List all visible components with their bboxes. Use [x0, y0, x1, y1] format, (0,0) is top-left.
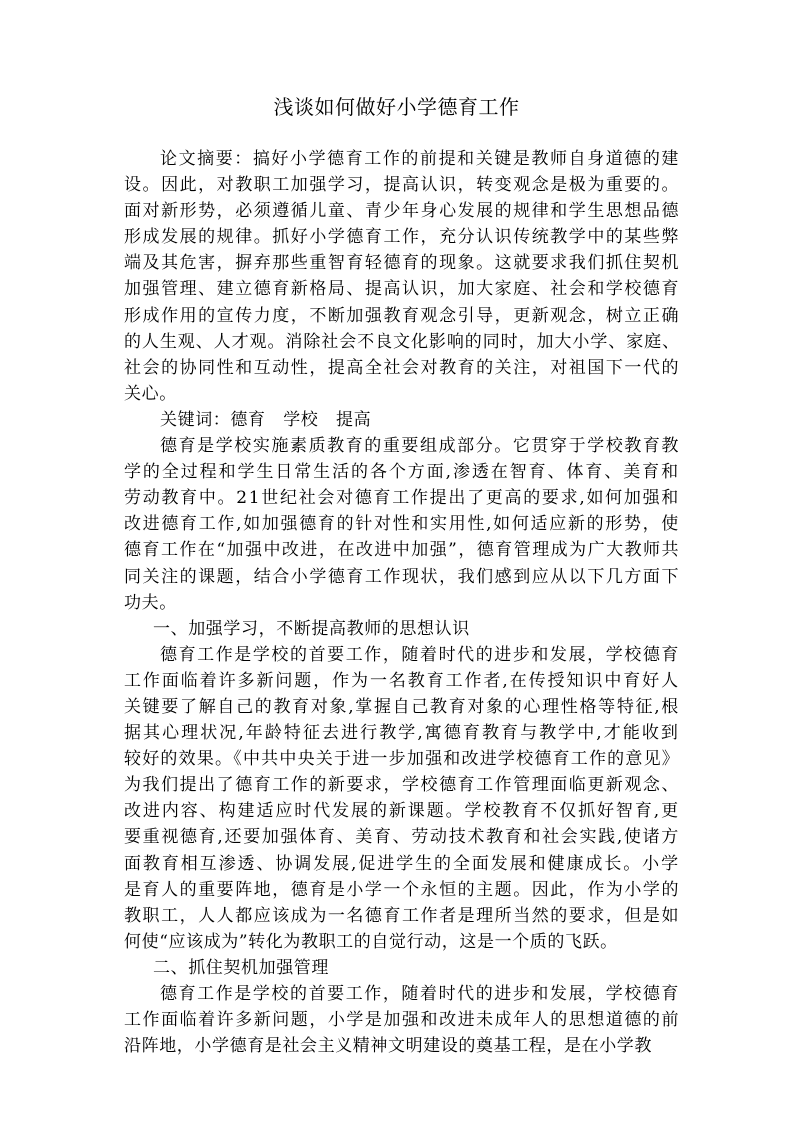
- text-line: 社会的协同性和互动性，提高全社会对教育的关注，对祖国下一代的: [124, 357, 680, 378]
- text-line: 端及其危害，摒弃那些重智育轻德育的现象。这就要求我们抓住契机: [124, 253, 680, 274]
- text-line: 功夫。: [124, 592, 177, 613]
- text-line: 沿阵地，小学德育是社会主义精神文明建设的奠基工程，是在小学教: [124, 1036, 652, 1057]
- text-line: 同关注的课题，结合小学德育工作现状，我们感到应从以下几方面下: [124, 566, 680, 587]
- text-line: 教职工，人人都应该成为一名德育工作者是理所当然的要求，但是如: [124, 905, 680, 926]
- text-line: 面教育相互渗透、协调发展,促进学生的全面发展和健康成长。小学: [124, 853, 680, 874]
- document-body: [124, 146, 680, 1059]
- text-line: 关键要了解自己的教育对象,掌握自己教育对象的心理性格等特征,根: [124, 696, 680, 717]
- text-line: 论文摘要：搞好小学德育工作的前提和关键是教师自身道德的建: [160, 149, 680, 169]
- text-line: 何使“应该成为”转化为教职工的自觉行动，这是一个质的飞跃。: [124, 931, 618, 952]
- text-line: 德育工作在“加强中改进，在改进中加强”，德育管理成为广大教师共: [124, 540, 680, 561]
- text-line: 德育是学校实施素质教育的重要组成部分。它贯穿于学校教育教: [160, 436, 680, 457]
- text-line: 较好的效果。《中共中央关于进一步加强和改进学校德育工作的意见》: [124, 749, 680, 770]
- text-line: 据其心理状况,年龄特征去进行教学,寓德育教育与教学中,才能收到: [124, 723, 680, 744]
- text-line: 一、加强学习，不断提高教师的思想认识: [153, 618, 470, 639]
- text-line: 形成作用的宣传力度，不断加强教育观念引导，更新观念，树立正确: [124, 305, 680, 326]
- text-line: 要重视德育,还要加强体育、美育、劳动技术教育和社会实践,使诸方: [124, 827, 680, 848]
- text-line: 的人生观、人才观。消除社会不良文化影响的同时，加大小学、家庭、: [124, 331, 680, 352]
- text-line: 关心。: [124, 383, 177, 404]
- text-line: 德育工作是学校的首要工作，随着时代的进步和发展，学校德育: [160, 644, 680, 665]
- text-line: 改进德育工作,如加强德育的针对性和实用性,如何适应新的形势，使: [124, 514, 680, 535]
- text-line: 改进内容、构建适应时代发展的新课题。学校教育不仅抓好智育,更: [124, 801, 680, 822]
- text-line: 为我们提出了德育工作的新要求，学校德育工作管理面临更新观念、: [124, 775, 680, 796]
- text-line: 形成发展的规律。抓好小学德育工作，充分认识传统教学中的某些弊: [124, 227, 680, 248]
- text-line: 工作面临着许多新问题，小学是加强和改进未成年人的思想道德的前: [124, 1010, 680, 1031]
- text-line: 加强管理、建立德育新格局、提高认识，加大家庭、社会和学校德育: [124, 279, 680, 300]
- document-title: 浅谈如何做好小学德育工作: [273, 95, 520, 119]
- text-line: 二、抓住契机加强管理: [153, 957, 329, 978]
- text-line: 是育人的重要阵地，德育是小学一个永恒的主题。因此，作为小学的: [124, 879, 680, 900]
- text-line: 劳动教育中。21世纪社会对德育工作提出了更高的要求,如何加强和: [124, 488, 680, 509]
- text-line: 学的全过程和学生日常生活的各个方面,渗透在智育、体育、美育和: [124, 462, 680, 483]
- text-line: 关键词：德育 学校 提高: [160, 409, 372, 430]
- text-line: 工作面临着许多新问题，作为一名教育工作者,在传授知识中育好人: [124, 670, 680, 691]
- text-line: 设。因此，对教职工加强学习，提高认识，转变观念是极为重要的。: [124, 175, 680, 196]
- text-line: 面对新形势，必须遵循儿童、青少年身心发展的规律和学生思想品德: [124, 201, 680, 222]
- text-line: 德育工作是学校的首要工作，随着时代的进步和发展，学校德育: [160, 984, 680, 1004]
